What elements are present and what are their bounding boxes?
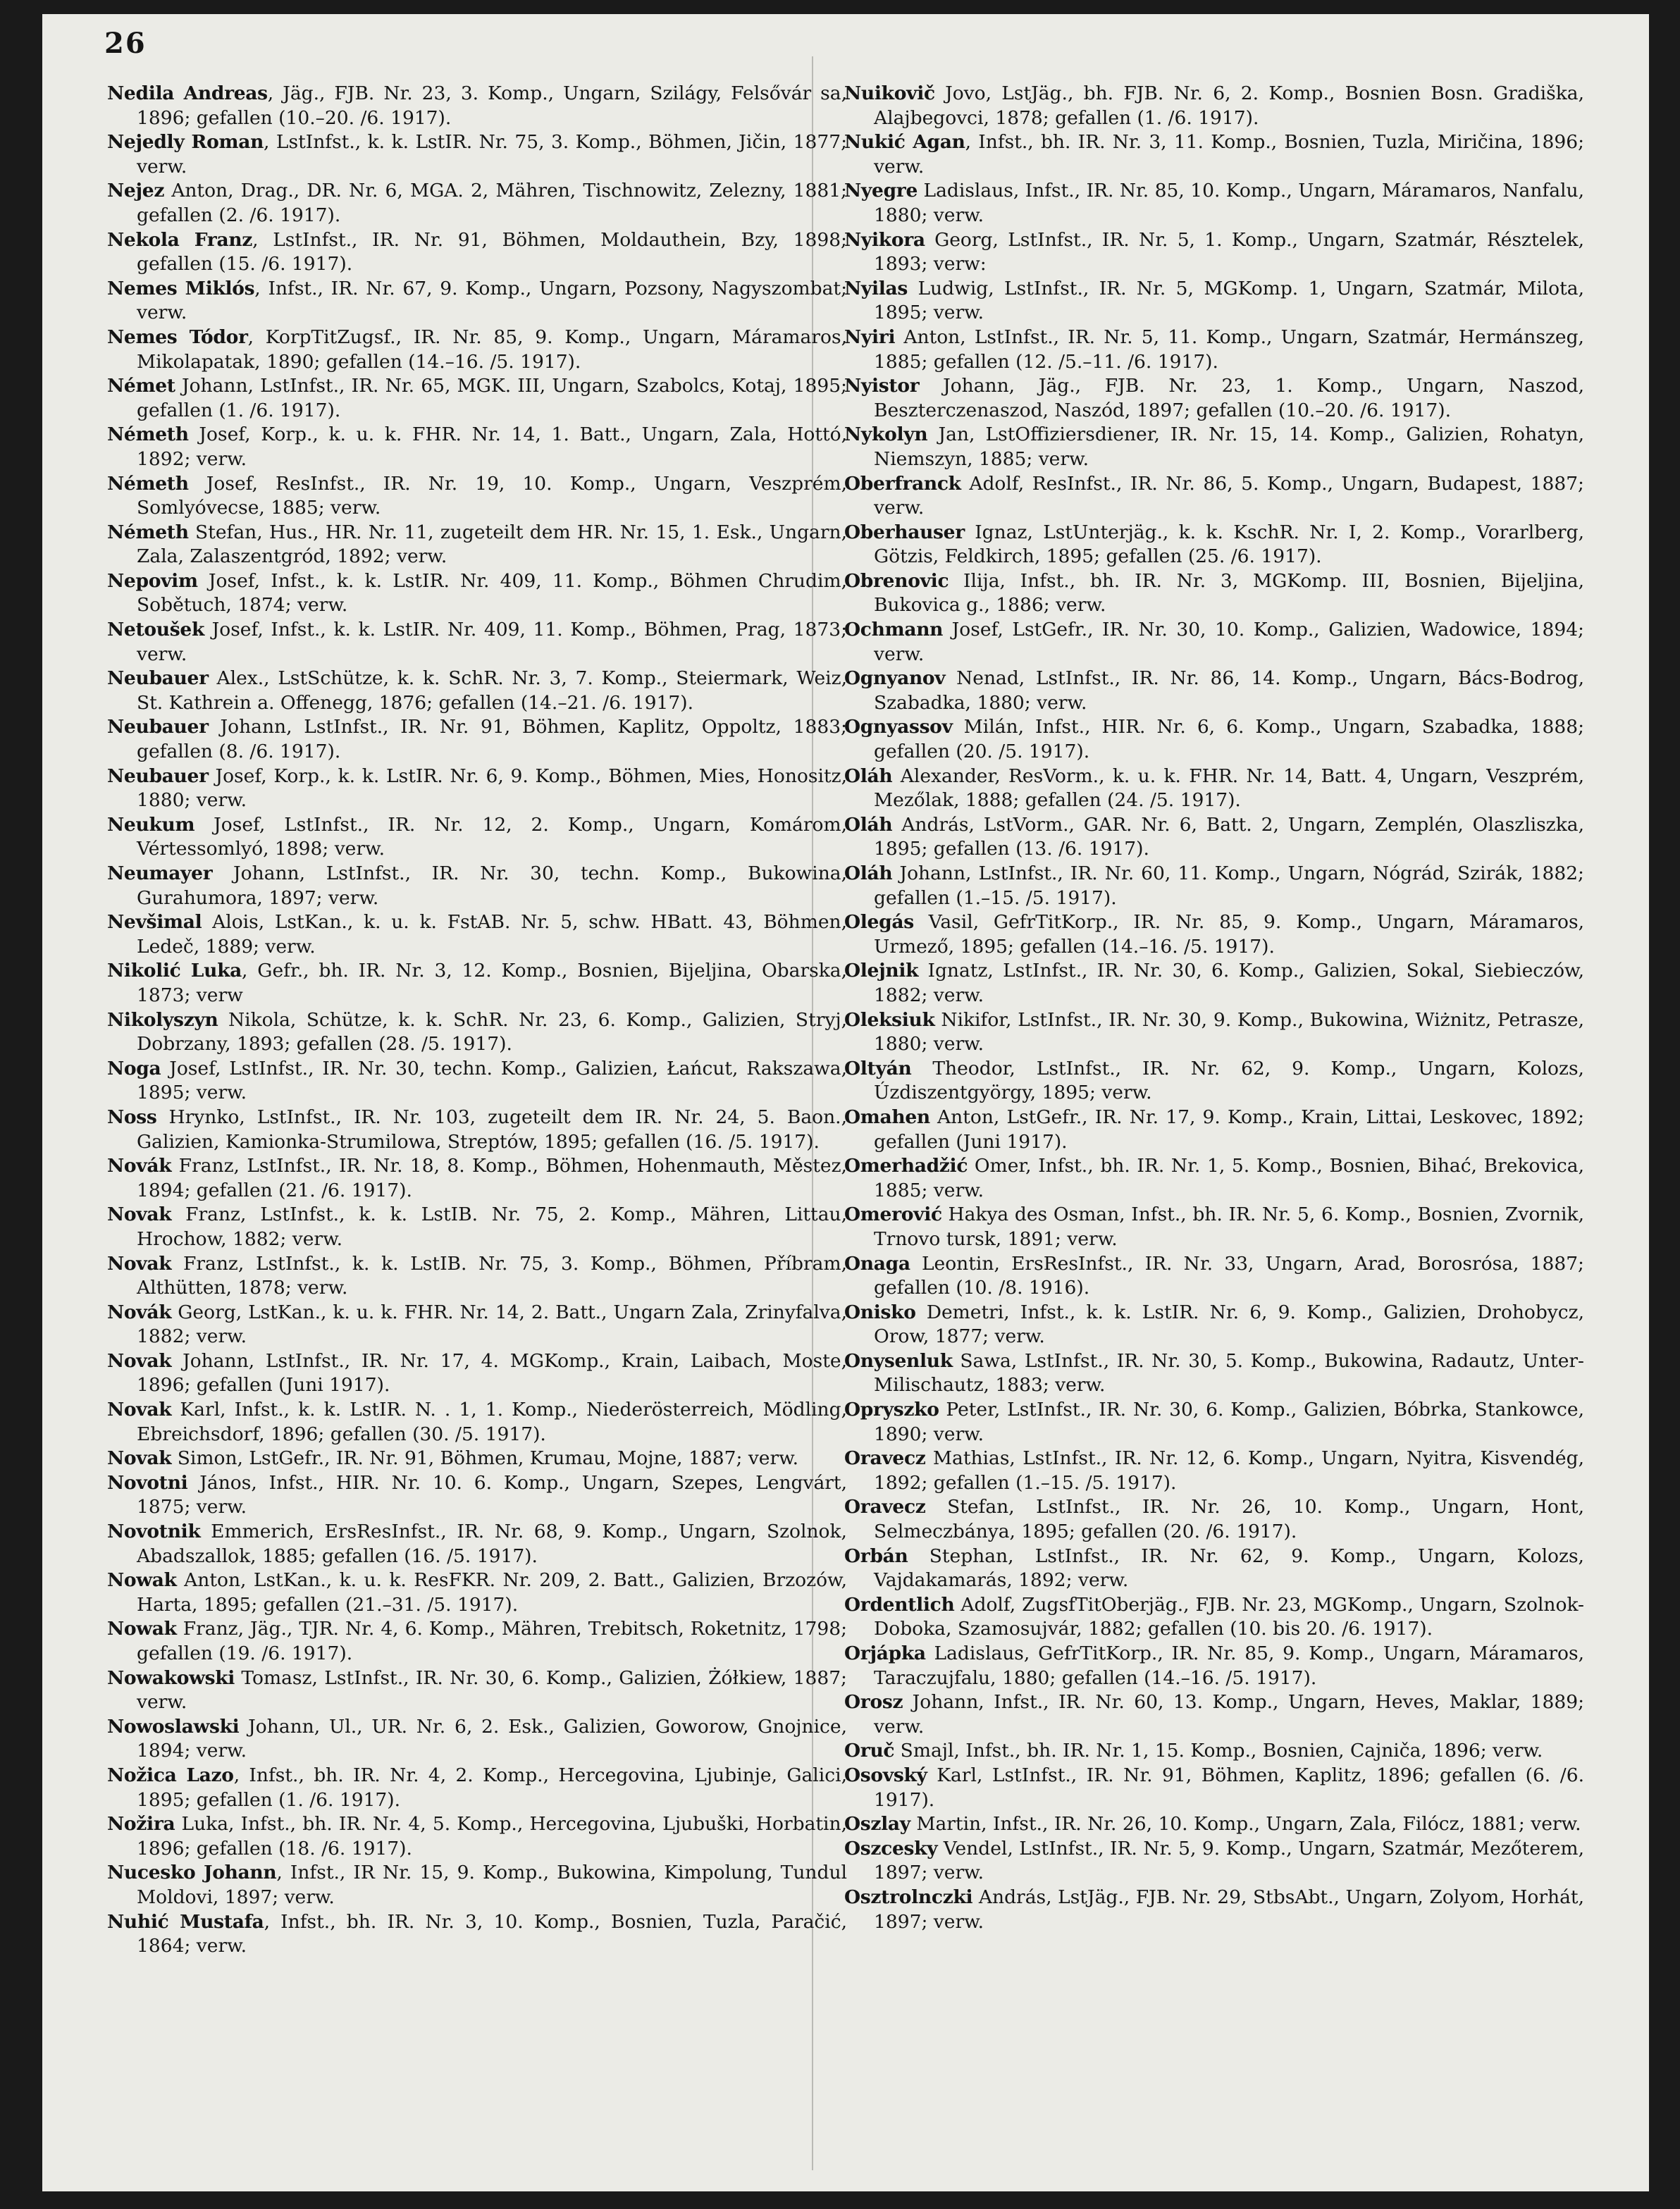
register-entry	[107, 1666, 847, 1715]
entry-details: , Gefr., bh. IR. Nr. 3, 12. Komp., Bosnien, Bijeljina, Obarska, 1873; verw	[137, 960, 847, 1006]
register-entry	[107, 472, 847, 521]
entry-details: Simon, LstGefr., IR. Nr. 91, Böhmen, Krumau, Mojne, 1887; verw.	[171, 1447, 799, 1470]
entry-surname: Olejnik	[844, 960, 919, 982]
register-entry	[844, 374, 1584, 423]
entry-surname: Nejez	[107, 180, 165, 202]
register-entry	[844, 1447, 1584, 1495]
register-entry	[844, 1886, 1584, 1934]
entry-details: Johann, Ul., UR. Nr. 6, 2. Esk., Galizien, Goworow, Gnojnice, 1894; verw.	[137, 1715, 847, 1762]
register-entry	[107, 1349, 847, 1398]
entry-details: Luka, Infst., bh. IR. Nr. 4, 5. Komp., Hercegovina, Ljubuški, Horbatin, 1896; gefallen (18. /6. 1917).	[137, 1813, 847, 1860]
register-entry	[107, 1106, 847, 1154]
entry-surname: Neukum	[107, 813, 195, 836]
entry-details: Stefan, Hus., HR. Nr. 11, zugeteilt dem HR. Nr. 15, 1. Esk., Ungarn, Zala, Zalaszentgród, 1892; verw.	[137, 521, 847, 568]
entry-surname: Omerović	[844, 1203, 942, 1226]
entry-surname: Német	[107, 375, 175, 397]
entry-surname: Nejedly Roman	[107, 131, 264, 154]
entry-surname: Novak	[107, 1349, 172, 1372]
entry-details: Josef, Infst., k. k. LstIR. Nr. 409, 11. Komp., Böhmen, Prag, 1873; verw.	[137, 619, 847, 665]
entry-details: Nenad, LstInfst., IR. Nr. 86, 14. Komp., Ungarn, Bács-Bodrog, Szabadka, 1880; verw.	[874, 667, 1584, 714]
register-entry	[844, 277, 1584, 326]
register-entry	[844, 1690, 1584, 1739]
register-entry	[107, 1520, 847, 1568]
entry-details: Ladislaus, Infst., IR. Nr. 85, 10. Komp., Ungarn, Máramaros, Nanfalu, 1880; verw.	[874, 180, 1584, 226]
entry-surname: Oberfranck	[844, 472, 961, 495]
entry-surname: Nepovim	[107, 569, 198, 592]
register-entry	[107, 1812, 847, 1861]
register-entry	[844, 1008, 1584, 1057]
register-entry	[844, 1837, 1584, 1886]
entry-details: Johann, LstInfst., IR. Nr. 65, MGK. III, Ungarn, Szabolcs, Kotaj, 1895; gefallen (1. /6. 1917).	[137, 375, 847, 421]
entry-surname: Oberhauser	[844, 521, 965, 543]
entry-details: Franz, Jäg., TJR. Nr. 4, 6. Komp., Mähren, Trebitsch, Roketnitz, 1798; gefallen (19. /6. 1917).	[137, 1618, 847, 1664]
entry-details: , Infst., IR Nr. 15, 9. Komp., Bukowina, Kimpolung, Tundul Moldovi, 1897; verw.	[137, 1862, 847, 1908]
entry-surname: Onisko	[844, 1301, 916, 1323]
register-entry	[107, 1861, 847, 1910]
entry-details: Georg, LstInfst., IR. Nr. 5, 1. Komp., Ungarn, Szatmár, Résztelek, 1893; verw:	[874, 228, 1584, 276]
entry-details: Ludwig, LstInfst., IR. Nr. 5, MGKomp. 1, Ungarn, Szatmár, Milota, 1895; verw.	[874, 277, 1584, 324]
entry-surname: Ochmann	[844, 619, 944, 641]
entry-details: Jan, LstOffiziersdiener, IR. Nr. 15, 14. Komp., Galizien, Rohatyn, Niemszyn, 1885; verw.	[874, 423, 1584, 470]
register-entry	[107, 1398, 847, 1447]
page-number: 26	[104, 27, 147, 60]
entry-surname: Neubauer	[107, 716, 209, 738]
entry-surname: Nuhić Mustafa	[107, 1910, 264, 1933]
entry-surname: Nucesko Johann	[107, 1862, 277, 1884]
entry-surname: Németh	[107, 521, 189, 543]
register-entry	[107, 667, 847, 715]
entry-details: Alois, LstKan., k. u. k. FstAB. Nr. 5, schw. HBatt. 43, Böhmen, Ledeč, 1889; verw.	[137, 911, 847, 958]
entry-details: Smajl, Infst., bh. IR. Nr. 1, 15. Komp., Bosnien, Cajniča, 1896; verw.	[894, 1740, 1543, 1762]
register-entry	[844, 472, 1584, 521]
register-entry	[844, 1301, 1584, 1349]
entry-details: , Infst., bh. IR. Nr. 3, 10. Komp., Bosnien, Tuzla, Paračić, 1864; verw.	[137, 1910, 847, 1957]
entry-details: János, Infst., HIR. Nr. 10. 6. Komp., Ungarn, Szepes, Lengvárt, 1875; verw.	[137, 1471, 847, 1518]
entry-details: Anton, Drag., DR. Nr. 6, MGA. 2, Mähren, Tischnowitz, Zelezny, 1881; gefallen (2. /6. 1917).	[137, 180, 847, 226]
register-entry	[107, 130, 847, 179]
entry-surname: Onaga	[844, 1252, 910, 1275]
entry-surname: Nevšimal	[107, 911, 202, 934]
entry-details: , Jäg., FJB. Nr. 23, 3. Komp., Ungarn, Szilágy, Felsővár sa, 1896; gefallen (10.–20. /6. 1917).	[137, 82, 847, 129]
entry-details: Ilija, Infst., bh. IR. Nr. 3, MGKomp. III, Bosnien, Bijeljina, Bukovica g., 1886; verw.	[874, 569, 1584, 617]
entry-details: Josef, Korp., k. u. k. FHR. Nr. 14, 1. Batt., Ungarn, Zala, Hottó, 1892; verw.	[137, 423, 847, 470]
entry-details: Hrynko, LstInfst., IR. Nr. 103, zugeteilt dem IR. Nr. 24, 5. Baon., Galizien, Kamionka-Strumilowa, Streptów, 1895; gefallen (16. /5. 1917).	[137, 1106, 847, 1153]
register-entry	[107, 82, 847, 130]
entry-details: Johann, LstInfst., IR. Nr. 17, 4. MGKomp., Krain, Laibach, Moste, 1896; gefallen (Juni 1917).	[137, 1349, 847, 1397]
entry-surname: Neubauer	[107, 667, 209, 690]
register-entry	[844, 228, 1584, 277]
register-entry	[844, 1495, 1584, 1544]
register-entry	[844, 813, 1584, 862]
entry-details: , KorpTitZugsf., IR. Nr. 85, 9. Komp., Ungarn, Máramaros, Mikolapatak, 1890; gefallen (14.–16. /5. 1917).	[137, 326, 847, 373]
entry-details: Josef, LstInfst., IR. Nr. 12, 2. Komp., Ungarn, Komárom, Vértessomlyó, 1898; verw.	[137, 813, 847, 860]
entry-surname: Nikolyszyn	[107, 1008, 218, 1031]
register-entry	[107, 1764, 847, 1812]
entry-surname: Nowak	[107, 1618, 177, 1640]
register-entry	[844, 1642, 1584, 1690]
entry-surname: Nyikora	[844, 228, 925, 251]
entry-details: András, LstJäg., FJB. Nr. 29, StbsAbt., Ungarn, Zolyom, Horhát, 1897; verw.	[874, 1886, 1584, 1933]
entry-surname: Nyilas	[844, 277, 908, 299]
entry-surname: Omerhadžić	[844, 1155, 968, 1177]
entry-surname: Nyistor	[844, 375, 920, 397]
entry-surname: Nyiri	[844, 326, 896, 348]
entry-details: Ignatz, LstInfst., IR. Nr. 30, 6. Komp., Galizien, Sokal, Siebieczów, 1882; verw.	[874, 960, 1584, 1006]
entry-surname: Netoušek	[107, 619, 205, 641]
entry-surname: Osovský	[844, 1764, 927, 1786]
register-entry	[844, 1349, 1584, 1398]
entry-surname: Neubauer	[107, 765, 209, 787]
entry-surname: Nemes Tódor	[107, 326, 248, 348]
entry-details: Vasil, GefrTitKorp., IR. Nr. 85, 9. Komp., Ungarn, Máramaros, Urmező, 1895; gefallen (14.–16. /5. 1917).	[874, 911, 1584, 958]
entry-details: Omer, Infst., bh. IR. Nr. 1, 5. Komp., Bosnien, Bihać, Brekovica, 1885; verw.	[874, 1155, 1584, 1201]
entry-surname: Ognyassov	[844, 716, 953, 738]
entry-details: , Infst., bh. IR. Nr. 3, 11. Komp., Bosnien, Tuzla, Miričina, 1896; verw.	[874, 131, 1584, 178]
entry-surname: Omahen	[844, 1106, 930, 1128]
entry-surname: Oravecz	[844, 1496, 926, 1518]
entry-surname: Nowak	[107, 1569, 177, 1592]
entry-surname: Novotni	[107, 1471, 188, 1494]
entry-details: Leontin, ErsResInfst., IR. Nr. 33, Ungarn, Arad, Borosrósa, 1887; gefallen (10. /8. 1916).	[874, 1252, 1584, 1299]
register-entry	[107, 715, 847, 764]
entry-details: Franz, LstInfst., k. k. LstIB. Nr. 75, 3. Komp., Böhmen, Příbram, Althütten, 1878; verw.	[137, 1252, 847, 1299]
register-entry	[844, 1154, 1584, 1203]
entry-details: Johann, LstInfst., IR. Nr. 60, 11. Komp., Ungarn, Nógrád, Szirák, 1882; gefallen (1.–15. /5. 1917).	[874, 862, 1584, 909]
entry-details: Jovo, LstJäg., bh. FJB. Nr. 6, 2. Komp., Bosnien Bosn. Gradiška, Alajbegovci, 1878; gefallen (1. /6. 1917).	[874, 82, 1584, 129]
register-entry	[844, 1106, 1584, 1154]
register-entry	[107, 277, 847, 326]
entry-details: Josef, LstInfst., IR. Nr. 30, techn. Komp., Galizien, Łańcut, Rakszawa, 1895; verw.	[137, 1057, 847, 1104]
register-entry	[844, 862, 1584, 910]
entry-surname: Oszlay	[844, 1813, 910, 1836]
entry-surname: Nožira	[107, 1813, 175, 1836]
entry-details: Ladislaus, GefrTitKorp., IR. Nr. 85, 9. Komp., Ungarn, Máramaros, Taraczujfalu, 1880; gefallen (14.–16. /5. 1917).	[874, 1642, 1584, 1689]
entry-surname: Oruč	[844, 1740, 895, 1762]
entry-details: Johann, LstInfst., IR. Nr. 30, techn. Komp., Bukowina, Gurahumora, 1897; verw.	[137, 862, 847, 909]
register-entry	[107, 813, 847, 862]
left-column	[107, 82, 847, 2174]
register-entry	[107, 1057, 847, 1106]
entry-details: , LstInfst., IR. Nr. 91, Böhmen, Moldauthein, Bzy, 1898; gefallen (15. /6. 1917).	[137, 228, 847, 276]
entry-surname: Németh	[107, 423, 189, 446]
entry-surname: Oláh	[844, 862, 893, 884]
entry-details: Johann, Infst., IR. Nr. 60, 13. Komp., Ungarn, Heves, Maklar, 1889; verw.	[874, 1691, 1584, 1738]
entry-surname: Nowoslawski	[107, 1715, 240, 1738]
entry-details: Ignaz, LstUnterjäg., k. k. KschR. Nr. I, 2. Komp., Vorarlberg, Götzis, Feldkirch, 1895; gefallen (25. /6. 1917).	[874, 521, 1584, 568]
register-entry	[107, 862, 847, 910]
entry-details: Josef, LstGefr., IR. Nr. 30, 10. Komp., Galizien, Wadowice, 1894; verw.	[874, 619, 1584, 665]
entry-surname: Neumayer	[107, 862, 213, 884]
entry-surname: Oszcesky	[844, 1837, 938, 1860]
register-entry	[844, 1812, 1584, 1837]
entry-surname: Oláh	[844, 813, 893, 836]
entry-surname: Obrenovic	[844, 569, 949, 592]
entry-surname: Nedila Andreas	[107, 82, 268, 104]
entry-surname: Oravecz	[844, 1447, 926, 1470]
entry-details: Karl, LstInfst., IR. Nr. 91, Böhmen, Kaplitz, 1896; gefallen (6. /6. 1917).	[874, 1764, 1584, 1811]
entry-details: Alexander, ResVorm., k. u. k. FHR. Nr. 14, Batt. 4, Ungarn, Veszprém, Mezőlak, 1888; gefallen (24. /5. 1917).	[874, 765, 1584, 812]
entry-details: Franz, LstInfst., IR. Nr. 18, 8. Komp., Böhmen, Hohenmauth, Městez, 1894; gefallen (21. /6. 1917).	[137, 1155, 847, 1201]
entry-surname: Oleksiuk	[844, 1008, 935, 1031]
entry-surname: Ordentlich	[844, 1593, 955, 1616]
register-entry	[107, 1008, 847, 1057]
entry-surname: Noga	[107, 1057, 161, 1079]
register-entry	[107, 1301, 847, 1349]
register-entry	[844, 130, 1584, 179]
register-entry	[844, 1764, 1584, 1812]
register-entry	[844, 910, 1584, 959]
entry-details: Peter, LstInfst., IR. Nr. 30, 6. Komp., Galizien, Bóbrka, Stankowce, 1890; verw.	[874, 1399, 1584, 1445]
entry-details: Anton, LstKan., k. u. k. ResFKR. Nr. 209, 2. Batt., Galizien, Brzozów, Harta, 1895; gefallen (21.–31. /5. 1917).	[137, 1569, 847, 1616]
register-entry	[107, 1910, 847, 1959]
register-entry	[107, 228, 847, 277]
entry-surname: Novák	[107, 1155, 172, 1177]
entry-details: Adolf, ResInfst., IR. Nr. 86, 5. Komp., Ungarn, Budapest, 1887; verw.	[874, 472, 1584, 519]
entry-details: Stefan, LstInfst., IR. Nr. 26, 10. Komp., Ungarn, Hont, Selmeczbánya, 1895; gefallen (20. /6. 1917).	[874, 1496, 1584, 1543]
register-entry	[844, 569, 1584, 618]
register-entry	[844, 765, 1584, 813]
entry-details: Adolf, ZugsfTitOberjäg., FJB. Nr. 23, MGKomp., Ungarn, Szolnok-Doboka, Szamosujvár, 1882; gefallen (10. bis 20. /6. 1917).	[874, 1593, 1584, 1640]
entry-surname: Oltyán	[844, 1057, 912, 1079]
entry-surname: Ognyanov	[844, 667, 946, 690]
register-entry	[107, 1447, 847, 1471]
register-entry	[107, 1252, 847, 1301]
register-entry	[844, 1739, 1584, 1764]
register-entry	[107, 1617, 847, 1666]
register-entry	[107, 1154, 847, 1203]
entry-details: Demetri, Infst., k. k. LstIR. Nr. 6, 9. Komp., Galizien, Drohobycz, Orow, 1877; verw.	[874, 1301, 1584, 1348]
register-entry	[107, 618, 847, 667]
right-column	[844, 82, 1584, 2174]
entry-details: Hakya des Osman, Infst., bh. IR. Nr. 5, 6. Komp., Bosnien, Zvornik, Trnovo tursk, 1891; verw.	[874, 1203, 1584, 1250]
entry-details: Franz, LstInfst., k. k. LstIB. Nr. 75, 2. Komp., Mähren, Littau, Hrochow, 1882; verw.	[137, 1203, 847, 1250]
entry-surname: Osztrolnczki	[844, 1886, 973, 1908]
entry-details: Theodor, LstInfst., IR. Nr. 62, 9. Komp., Ungarn, Kolozs, Úzdiszentgyörgy, 1895; verw.	[874, 1057, 1584, 1104]
entry-surname: Novak	[107, 1447, 172, 1470]
entry-details: Josef, Infst., k. k. LstIR. Nr. 409, 11. Komp., Böhmen Chrudim, Sobětuch, 1874; verw.	[137, 569, 847, 617]
entry-details: Anton, LstGefr., IR. Nr. 17, 9. Komp., Krain, Littai, Leskovec, 1892; gefallen (Juni 1917).	[874, 1106, 1584, 1153]
entry-surname: Novak	[107, 1203, 172, 1226]
register-entry	[844, 1545, 1584, 1593]
entry-details: Johann, Jäg., FJB. Nr. 23, 1. Komp., Ungarn, Naszod, Beszterczenaszod, Naszód, 1897; gefallen (10.–20. /6. 1917).	[874, 375, 1584, 421]
register-entry	[844, 179, 1584, 228]
register-entry	[844, 1593, 1584, 1642]
entry-surname: Novak	[107, 1399, 172, 1421]
entry-surname: Orosz	[844, 1691, 903, 1714]
entry-details: Johann, LstInfst., IR. Nr. 91, Böhmen, Kaplitz, Oppoltz, 1883; gefallen (8. /6. 1917).	[137, 716, 847, 763]
entry-surname: Nuikovič	[844, 82, 935, 104]
entry-surname: Németh	[107, 472, 189, 495]
entry-surname: Novák	[107, 1301, 172, 1323]
register-entry	[107, 374, 847, 423]
register-entry	[107, 521, 847, 569]
register-entry	[844, 618, 1584, 667]
register-entry	[107, 1203, 847, 1251]
register-entry	[844, 715, 1584, 764]
register-entry	[107, 1715, 847, 1764]
entry-details: , Infst., IR. Nr. 67, 9. Komp., Ungarn, Pozsony, Nagyszombat; verw.	[137, 277, 847, 324]
register-entry	[844, 1398, 1584, 1447]
entry-surname: Nowakowski	[107, 1666, 235, 1689]
entry-details: , LstInfst., k. k. LstIR. Nr. 75, 3. Komp., Böhmen, Jičin, 1877; verw.	[137, 131, 847, 178]
entry-details: Stephan, LstInfst., IR. Nr. 62, 9. Komp., Ungarn, Kolozs, Vajdakamarás, 1892; verw.	[874, 1545, 1584, 1592]
entry-details: Nikola, Schütze, k. k. SchR. Nr. 23, 6. Komp., Galizien, Stryj, Dobrzany, 1893; gefallen (28. /5. 1917).	[137, 1008, 847, 1056]
register-entry	[107, 959, 847, 1008]
entry-details: Georg, LstKan., k. u. k. FHR. Nr. 14, 2. Batt., Ungarn Zala, Zrinyfalva, 1882; verw.	[137, 1301, 847, 1348]
register-entry	[844, 423, 1584, 471]
entry-surname: Nekola Franz	[107, 228, 253, 251]
register-entry	[844, 1203, 1584, 1251]
entry-details: Josef, ResInfst., IR. Nr. 19, 10. Komp., Ungarn, Veszprém, Somlyóvecse, 1885; verw.	[137, 472, 847, 519]
entry-surname: Nemes Miklós	[107, 277, 255, 299]
register-entry	[844, 1252, 1584, 1301]
register-entry	[107, 1471, 847, 1520]
entry-surname: Novotnik	[107, 1521, 201, 1543]
entry-details: Karl, Infst., k. k. LstIR. N. . 1, 1. Komp., Niederösterreich, Mödling, Ebreichsdorf, 1896; gefallen (30. /5. 1917).	[137, 1399, 847, 1445]
entry-details: Martin, Infst., IR. Nr. 26, 10. Komp., Ungarn, Zala, Filócz, 1881; verw.	[910, 1813, 1581, 1836]
register-entry	[844, 521, 1584, 569]
entry-surname: Novak	[107, 1252, 172, 1275]
entry-details: Nikifor, LstInfst., IR. Nr. 30, 9. Komp., Bukowina, Wiżnitz, Petrasze, 1880; verw.	[874, 1008, 1584, 1056]
entry-surname: Nikolić Luka	[107, 960, 242, 982]
register-entry	[844, 667, 1584, 715]
entry-details: Alex., LstSchütze, k. k. SchR. Nr. 3, 7. Komp., Steiermark, Weiz, St. Kathrein a. Offenegg, 1876; gefallen (14.–21. /6. 1917).	[137, 667, 847, 714]
entry-details: , Infst., bh. IR. Nr. 4, 2. Komp., Hercegovina, Ljubinje, Galici, 1895; gefallen (1. /6. 1917).	[137, 1764, 847, 1811]
register-entry	[107, 179, 847, 228]
entry-surname: Opryszko	[844, 1399, 939, 1421]
entry-details: András, LstVorm., GAR. Nr. 6, Batt. 2, Ungarn, Zemplén, Olaszliszka, 1895; gefallen (13. /6. 1917).	[874, 813, 1584, 860]
entry-details: Sawa, LstInfst., IR. Nr. 30, 5. Komp., Bukowina, Radautz, Unter-Milischautz, 1883; verw.	[874, 1349, 1584, 1397]
entry-details: Anton, LstInfst., IR. Nr. 5, 11. Komp., Ungarn, Szatmár, Hermánszeg, 1885; gefallen (12. /5.–11. /6. 1917).	[874, 326, 1584, 373]
entry-surname: Onysenluk	[844, 1349, 953, 1372]
register-entry	[107, 326, 847, 374]
register-entry	[844, 326, 1584, 374]
register-entry	[107, 423, 847, 471]
entry-surname: Orjápka	[844, 1642, 926, 1664]
entry-details: Emmerich, ErsResInfst., IR. Nr. 68, 9. Komp., Ungarn, Szolnok, Abadszallok, 1885; gefallen (16. /5. 1917).	[137, 1521, 847, 1567]
entry-surname: Nožica Lazo	[107, 1764, 234, 1786]
register-entry	[107, 910, 847, 959]
register-entry	[107, 569, 847, 618]
entry-details: Mathias, LstInfst., IR. Nr. 12, 6. Komp., Ungarn, Nyitra, Kisvendég, 1892; gefallen (1.–15. /5. 1917).	[874, 1447, 1584, 1494]
register-entry	[107, 765, 847, 813]
entry-surname: Nukić Agan	[844, 131, 965, 154]
entry-surname: Noss	[107, 1106, 157, 1128]
entry-surname: Nyegre	[844, 180, 918, 202]
entry-details: Vendel, LstInfst., IR. Nr. 5, 9. Komp., Ungarn, Szatmár, Mezőterem, 1897; verw.	[874, 1837, 1584, 1884]
entry-details: Milán, Infst., HIR. Nr. 6, 6. Komp., Ungarn, Szabadka, 1888; gefallen (20. /5. 1917).	[874, 716, 1584, 763]
register-entry	[844, 959, 1584, 1008]
entry-surname: Nykolyn	[844, 423, 928, 446]
entry-details: Tomasz, LstInfst., IR. Nr. 30, 6. Komp., Galizien, Żółkiew, 1887; verw.	[137, 1666, 847, 1714]
register-entry	[107, 1568, 847, 1617]
entry-surname: Olegás	[844, 911, 914, 934]
entry-surname: Oláh	[844, 765, 893, 787]
register-entry	[844, 1057, 1584, 1106]
entry-surname: Orbán	[844, 1545, 908, 1567]
entry-details: Josef, Korp., k. k. LstIR. Nr. 6, 9. Komp., Böhmen, Mies, Honositz, 1880; verw.	[137, 765, 847, 812]
document-page	[42, 14, 1649, 2191]
register-entry	[844, 82, 1584, 130]
